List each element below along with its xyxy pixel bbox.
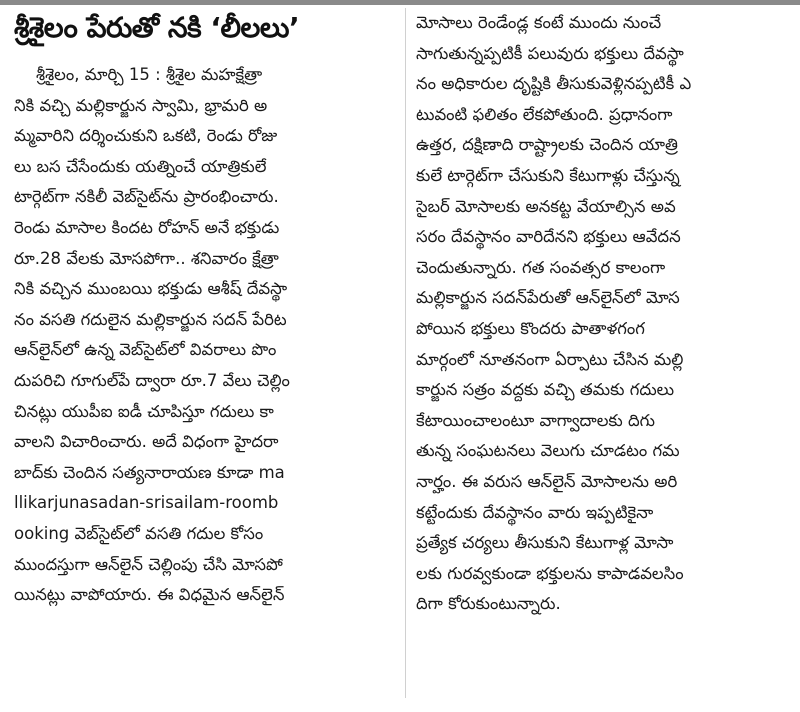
top-border-bar [0, 0, 800, 5]
body-line: ఉత్తర, దక్షిణాది రాష్ట్రాలకు చెందిన యాత్రి [416, 135, 678, 155]
body-line: యినట్లు వాపోయారు. ఈ విధమైన ఆన్‌లైన్ [14, 585, 285, 605]
body-line: సరం దేవస్థానం వారిదేనని భక్తులు ఆవేదన [416, 227, 681, 247]
body-line: టార్గెట్‌గా నకిలీ వెబ్‌సైట్‌ను ప్రారంభించారు. [14, 187, 279, 207]
body-line: కులే టార్గెట్‌గా చేసుకుని కేటుగాళ్లు చేస్తున్న [416, 165, 680, 185]
body-line: లకు గురవ్వకుండా భక్తులను కాపాడవలసిం [416, 563, 684, 583]
body-line: తున్న సంఘటనలు వెలుగు చూడటం గమ [416, 441, 680, 461]
body-line: చినట్లు యుపీఐ ఐడీ చూపిస్తూ గదులు కా [14, 401, 274, 421]
body-line: సాగుతున్నప్పటికీ పలువురు భక్తులు దేవస్థా [416, 43, 684, 63]
body-line: మల్లికార్జున సదన్‌పేరుతో ఆన్‌లైన్‌లో మోస [416, 288, 680, 308]
body-line: శ్రీశైలం, మార్చి 15 : శ్రీశైల మహక్షేత్రా [36, 65, 263, 84]
column-divider [405, 8, 406, 698]
body-line: రెండు మాసాల కిందట రోహన్ అనే భక్తుడు [14, 217, 280, 237]
body-line: ముందస్తుగా ఆన్‌లైన్ చెల్లింపు చేసి మోసపో [14, 554, 283, 574]
body-line: నం వసతి గదులైన మల్లికార్జున సదన్ పేరిట [14, 309, 287, 329]
body-line: కట్టేందుకు దేవస్థానం వారు ఇప్పటికైనా [416, 502, 654, 522]
left-column [14, 8, 398, 611]
body-line: దిగా కోరుకుంటున్నారు. [416, 594, 561, 614]
right-column [416, 8, 788, 620]
body-line: కార్జున సత్రం వద్దకు వచ్చి తమకు గదులు [416, 380, 675, 400]
body-line: సైబర్ మోసాలకు అనకట్ట వేయాల్సిన అవ [416, 196, 676, 216]
body-line: మ్మవారిని దర్శించుకుని ఒకటి, రెండు రోజు [14, 126, 278, 146]
body-line: మోసాలు రెండేండ్ల కంటే ముందు నుంచే [416, 13, 662, 32]
article-headline: శ్రీశైలం పేరుతో నకి ‘లీలలు’ [14, 11, 300, 44]
body-line: మార్గంలో నూతనంగా ఏర్పాటు చేసిన మల్లి [416, 349, 684, 369]
body-line: వాలని విచారించారు. అదే విధంగా హైదరా [14, 432, 279, 452]
body-line: ooking వెబ్‌సైట్‌లో వసతి గదుల కోసం [14, 523, 264, 543]
left-body [14, 60, 398, 611]
body-line: నికి వచ్చి మల్లికార్జున స్వామి, భ్రామరి అ [14, 95, 268, 115]
body-line: పోయిన భక్తులు కొందరు పాతాళగంగ [416, 318, 645, 338]
body-line: నికి వచ్చిన ముంబయి భక్తుడు ఆశీష్ దేవస్థా [14, 279, 288, 299]
body-line: టువంటి ఫలితం లేకపోతుంది. ప్రధానంగా [416, 104, 673, 124]
body-line: రూ.28 వేలకు మోసపోగా.. శనివారం క్షేత్రా [14, 248, 279, 268]
body-line: ప్రత్యేక చర్యలు తీసుకుని కేటుగాళ్ల మోసా [416, 533, 674, 553]
body-line: చెందుతున్నారు. గత సంవత్సర కాలంగా [416, 257, 666, 277]
body-line: నం అధికారుల దృష్టికి తీసుకువెళ్లినప్పటికీ ఎ [416, 74, 692, 94]
body-line: నార్హం. ఈ వరుస ఆన్‌లైన్ మోసాలను అరి [416, 471, 678, 491]
body-line: బాద్‌కు చెందిన సత్యనారాయణ కూడా ma [14, 462, 285, 482]
body-line: ఆన్‌లైన్‌లో ఉన్న వెబ్‌సైట్‌లో వివరాలు పొం [14, 340, 277, 360]
body-line: లు బస చేసేందుకు యత్నించే యాత్రికులే [14, 156, 267, 176]
body-line: దుపరిచి గూగుల్‌పే ద్వారా రూ.7 వేలు చెల్లిం [14, 370, 290, 390]
body-line: కేటాయించాలంటూ వాగ్వాదాలకు దిగు [416, 410, 655, 430]
body-line: llikarjunasadan-srisailam-roomb [14, 493, 279, 513]
